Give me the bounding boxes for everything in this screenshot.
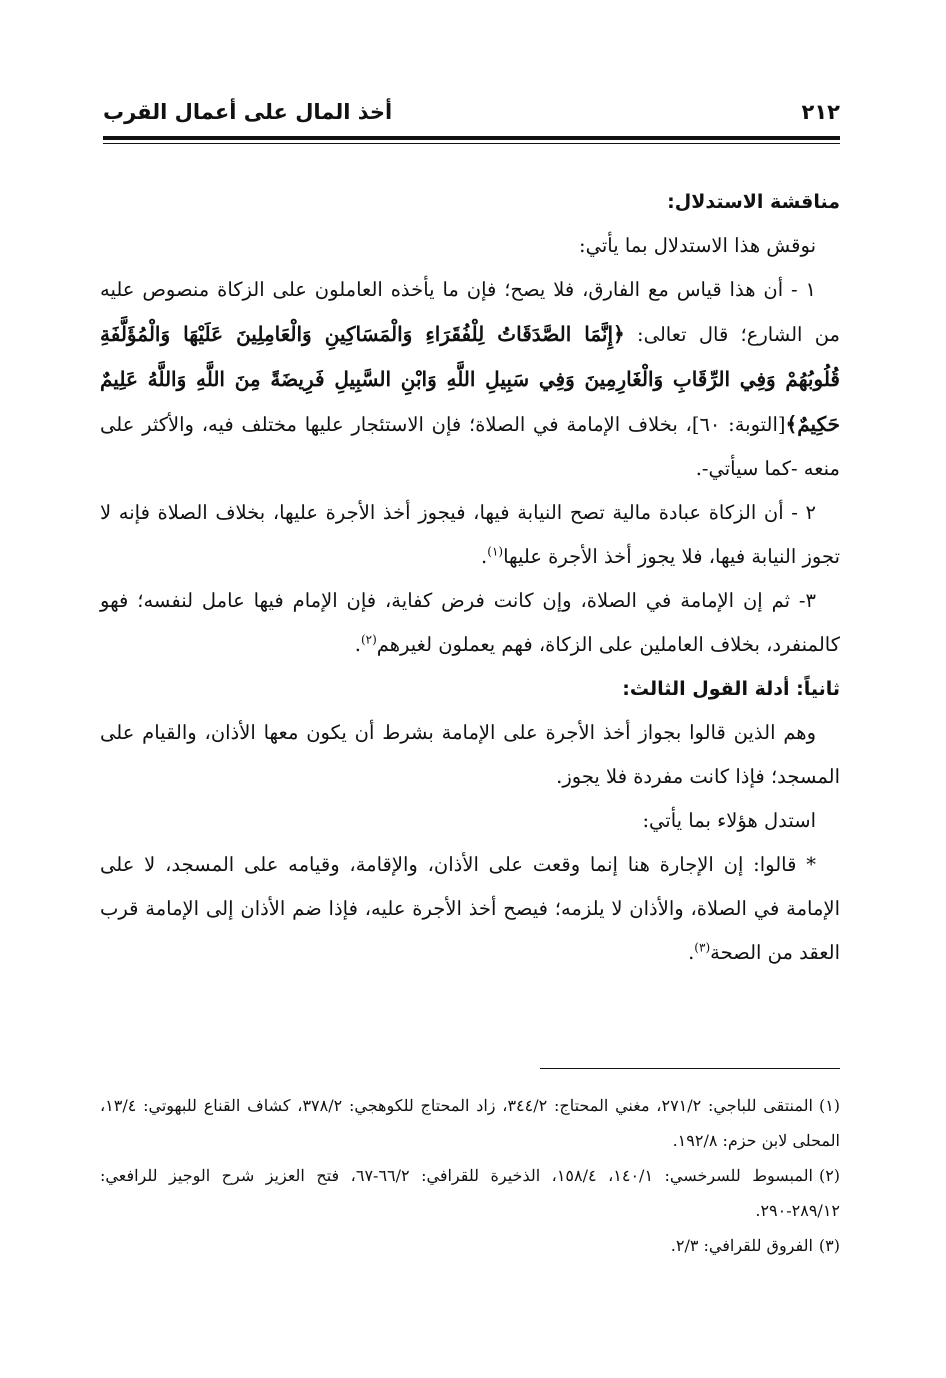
footnote-ref-2: (٢) bbox=[360, 632, 377, 647]
evidence-1-text: * قالوا: إن الإجارة هنا إنما وقعت على الأذان، والإقامة، وقيامه على المسجد، لا على الإمامة في الصلاة، والأذان لا يلزمه؛ فيصح أخذ الأجرة عليه، فإذا ضم الأذان إلى الإمامة قرب العقد من الصحة bbox=[100, 853, 840, 964]
quran-verse: ﴿إِنَّمَا الصَّدَقَاتُ لِلْفُقَرَاءِ وَالْمَسَاكِينِ وَالْعَامِلِينَ عَلَيْهَا وَالْمُؤَلَّفَةِ قُلُوبُهُمْ وَفِي الرِّقَابِ وَالْغَارِمِينَ وَفِي سَبِيلِ اللَّهِ وَابْنِ السَّبِيلِ فَرِيضَةً مِنَ اللَّهِ وَاللَّهُ عَلِيمٌ حَكِيمٌ﴾ bbox=[100, 322, 840, 436]
header-rule-thick bbox=[103, 136, 840, 140]
footnote-ref-1: (١) bbox=[487, 544, 504, 559]
point-3-paragraph: ٣- ثم إن الإمامة في الصلاة، وإن كانت فرض كفاية، فإن الإمام فيها عامل لنفسه؛ فهو كالمنفرد، بخلاف العاملين على الزكاة، فهم يعملون لغيرهم$^{(٢)}$. bbox=[100, 589, 840, 656]
footnote-text: المبسوط للسرخسي: ١٤٠/١، ١٥٨/٤، الذخيرة للقرافي: ٦٦/٢-٦٧، فتح العزيز شرح الوجيز للرافعي: ٢٨٩/١٢-٢٩٠. bbox=[100, 1166, 840, 1220]
footnote-item bbox=[100, 1158, 840, 1228]
page-number: ٢١٢ bbox=[801, 100, 840, 124]
point-2-text: ٢ - أن الزكاة عبادة مالية تصح النيابة فيها، فيجوز أخذ الأجرة عليها، بخلاف الصلاة فإنه لا تجوز النيابة فيها، فلا يجوز أخذ الأجرة عليها bbox=[100, 501, 840, 568]
footnote-item bbox=[100, 1228, 840, 1263]
point-1-text-b: [التوبة: ٦٠]، بخلاف الإمامة في الصلاة؛ فإن الاستئجار عليها مختلف فيه، والأكثر على منعه -كما سيأتي-. bbox=[100, 413, 840, 480]
section-heading-discussion: مناقشة الاستدلال: bbox=[667, 191, 840, 213]
footnote-text: الفروق للقرافي: ٢/٣. bbox=[670, 1236, 813, 1255]
footnote-number: (٣) bbox=[818, 1236, 840, 1255]
header-rule-thin bbox=[103, 143, 840, 144]
footnote-item bbox=[100, 1088, 840, 1158]
footnote-separator bbox=[540, 1068, 840, 1069]
evidence-1-paragraph: * قالوا: إن الإجارة هنا إنما وقعت على الأذان، والإقامة، وقيامه على المسجد، لا على الإمامة في الصلاة، والأذان لا يلزمه؛ فيصح أخذ الأجرة عليه، فإذا ضم الأذان إلى الإمامة قرب العقد من الصحة$^{(٣)}$. bbox=[100, 853, 840, 964]
point-1-paragraph bbox=[100, 268, 840, 491]
footnote-number: (١) bbox=[818, 1096, 841, 1115]
third-view-paragraph: وهم الذين قالوا بجواز أخذ الأجرة على الإمامة بشرط أن يكون معها الأذان، والقيام على المسجد؛ فإذا كانت مفردة فلا يجوز. bbox=[100, 721, 840, 788]
evidence-intro-paragraph: استدل هؤلاء بما يأتي: bbox=[642, 809, 816, 832]
intro-paragraph: نوقش هذا الاستدلال بما يأتي: bbox=[579, 234, 816, 257]
point-3-text: ٣- ثم إن الإمامة في الصلاة، وإن كانت فرض كفاية، فإن الإمام فيها عامل لنفسه؛ فهو كالمنفرد، بخلاف العاملين على الزكاة، فهم يعملون لغيرهم bbox=[100, 589, 840, 656]
footnote-text: المنتقى للباجي: ٢٧١/٢، مغني المحتاج: ٣٤٤/٢، زاد المحتاج للكوهجي: ٣٧٨/٢، كشاف القناع للبهوتي: ١٣/٤، المحلى لابن حزم: ١٩٢/٨. bbox=[100, 1096, 840, 1150]
point-1-text-a: ١ - أن هذا قياس مع الفارق، فلا يصح؛ فإن ما يأخذه العاملون على الزكاة منصوص عليه من الشارع؛ قال تعالى: bbox=[100, 278, 841, 346]
book-title: أخذ المال على أعمال القرب bbox=[103, 100, 393, 124]
running-header bbox=[103, 100, 840, 132]
footnote-number: (٢) bbox=[818, 1166, 841, 1185]
point-2-paragraph: ٢ - أن الزكاة عبادة مالية تصح النيابة فيها، فيجوز أخذ الأجرة عليها، بخلاف الصلاة فإنه لا تجوز النيابة فيها، فلا يجوز أخذ الأجرة عليها$^{(١)}$. bbox=[100, 501, 840, 568]
footnotes bbox=[100, 1088, 840, 1263]
main-text bbox=[100, 180, 840, 975]
section-heading-third-view: ثانياً: أدلة القول الثالث: bbox=[622, 678, 840, 700]
footnote-ref-3: (٣) bbox=[694, 940, 711, 955]
